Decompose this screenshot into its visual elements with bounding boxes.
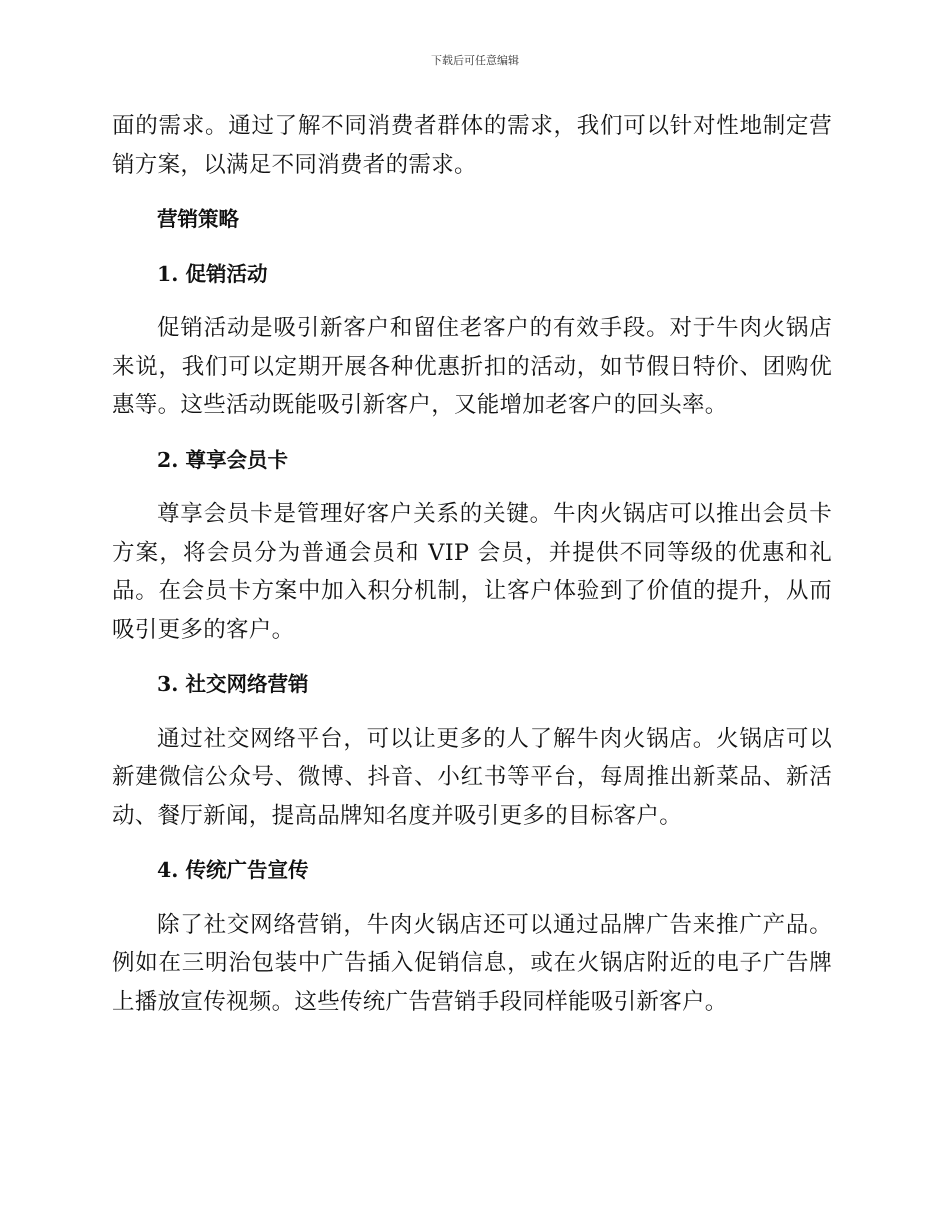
paragraph-membership-card: 尊享会员卡是管理好客户关系的关键。牛肉火锅店可以推出会员卡方案，将会员分为普通会员和 VIP 会员，并提供不同等级的优惠和礼品。在会员卡方案中加入积分机制，让客户体验到了价值的提升，从而吸引更多的客户。 bbox=[112, 501, 832, 643]
intro-paragraph: 面的需求。通过了解不同消费者群体的需求，我们可以针对性地制定营销方案，以满足不同消费者的需求。 bbox=[112, 113, 832, 178]
subsection-title-promotions: 1. 促销活动 bbox=[157, 261, 268, 286]
subsection-title-social-media: 3. 社交网络营销 bbox=[157, 672, 309, 696]
paragraph-social-media: 通过社交网络平台，可以让更多的人了解牛肉火锅店。火锅店可以新建微信公众号、微博、抖音、小红书等平台，每周推出新菜品、新活动、餐厅新闻，提高品牌知名度并吸引更多的目标客户。 bbox=[112, 725, 832, 829]
page-header: 下载后可任意编辑 bbox=[431, 54, 519, 67]
section-title-marketing-strategy: 营销策略 bbox=[157, 207, 239, 231]
paragraph-promotions: 促销活动是吸引新客户和留住老客户的有效手段。对于牛肉火锅店来说，我们可以定期开展各种优惠折扣的活动，如节假日特价、团购优惠等。这些活动既能吸引新客户，又能增加老客户的回头率。 bbox=[112, 315, 832, 418]
subsection-title-membership-card: 2. 尊享会员卡 bbox=[157, 447, 289, 472]
subsection-title-traditional-ads: 4. 传统广告宣传 bbox=[157, 858, 309, 882]
paragraph-traditional-ads: 除了社交网络营销，牛肉火锅店还可以通过品牌广告来推广产品。例如在三明治包装中广告插入促销信息，或在火锅店附近的电子广告牌上播放宣传视频。这些传统广告营销手段同样能吸引新客户。 bbox=[112, 911, 832, 1015]
document-body bbox=[112, 107, 832, 1021]
